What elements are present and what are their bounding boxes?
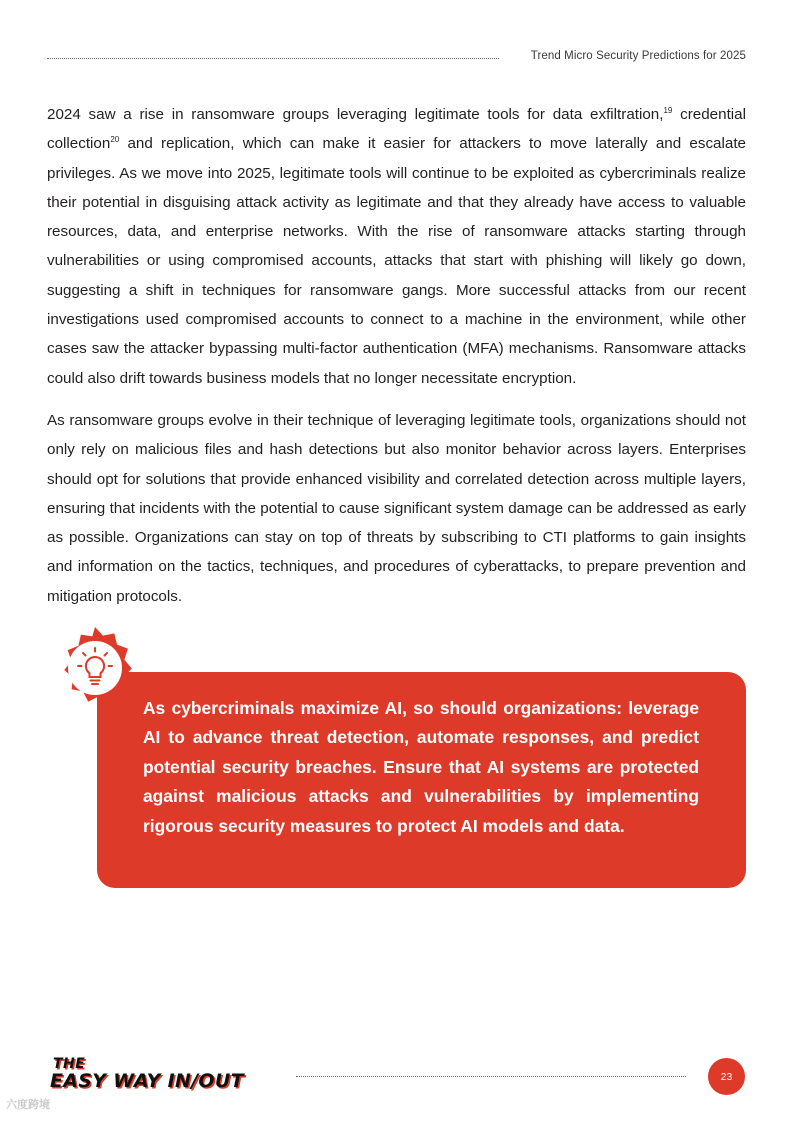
paragraph-1-text-a: 2024 saw a rise in ransomware groups leveraging legitimate tools for data exfiltration, [47, 106, 664, 123]
page-number: 23 [708, 1058, 745, 1095]
logo-the: THE [53, 1056, 86, 1072]
callout-text: As cybercriminals maximize AI, so should organizations: leverage AI to advance threat detection, automate responses, and predict potential security breaches. Ensure that AI systems are protected against malicious attacks and vulnerabilities by implementing rigorous security measures to protect AI models and data. [143, 698, 699, 836]
lightbulb-icon [47, 623, 143, 719]
header-divider [47, 58, 499, 59]
paragraph-1-text-c: and replication, which can make it easier for attackers to move laterally and escalate privileges. As we move into 2025, legitimate tools will continue to be exploited as cybercriminals realize their potential in disguising attack activity as legitimate and that they already have access to valuable resources, data, and enterprise networks. With the rise of ransomware attacks starting through vulnerabilities or using compromised accounts, attacks that start with phishing will likely go down, suggesting a shift in techniques for ransomware gangs. More successful attacks from our recent investigations used compromised accounts to connect to a machine in the environment, while other cases saw the attacker bypassing multi-factor authentication (MFA) mechanisms. Ransomware attacks could also drift towards business models that no longer necessitate encryption. [47, 135, 746, 387]
callout-box [97, 672, 746, 888]
body-paragraph-1 [47, 100, 746, 393]
body-paragraph-2: As ransomware groups evolve in their technique of leveraging legitimate tools, organizations should not only rely on malicious files and hash detections but also monitor behavior across layers. Enterprises should opt for solutions that provide enhanced visibility and correlated detection across multiple layers, ensuring that incidents with the potential to cause significant system damage can be addressed as early as possible. Organizations can stay on top of threats by subscribing to CTI platforms to gain insights and information on the tactics, techniques, and procedures of cyberattacks, to prepare prevention and mitigation protocols. [47, 412, 746, 605]
paragraph-1-text-b: credential collection [47, 106, 746, 153]
footnote-ref-19[interactable]: 19 [663, 105, 673, 115]
logo-easy-way: EASY WAY IN/OUT [50, 1070, 244, 1092]
header-title: Trend Micro Security Predictions for 2025 [530, 50, 746, 62]
footer-divider [296, 1076, 686, 1077]
lightbulb-badge [47, 623, 143, 719]
watermark: 六度跨境 [6, 1098, 50, 1111]
footnote-ref-20[interactable]: 20 [110, 135, 120, 145]
footer-logo [50, 1054, 290, 1096]
